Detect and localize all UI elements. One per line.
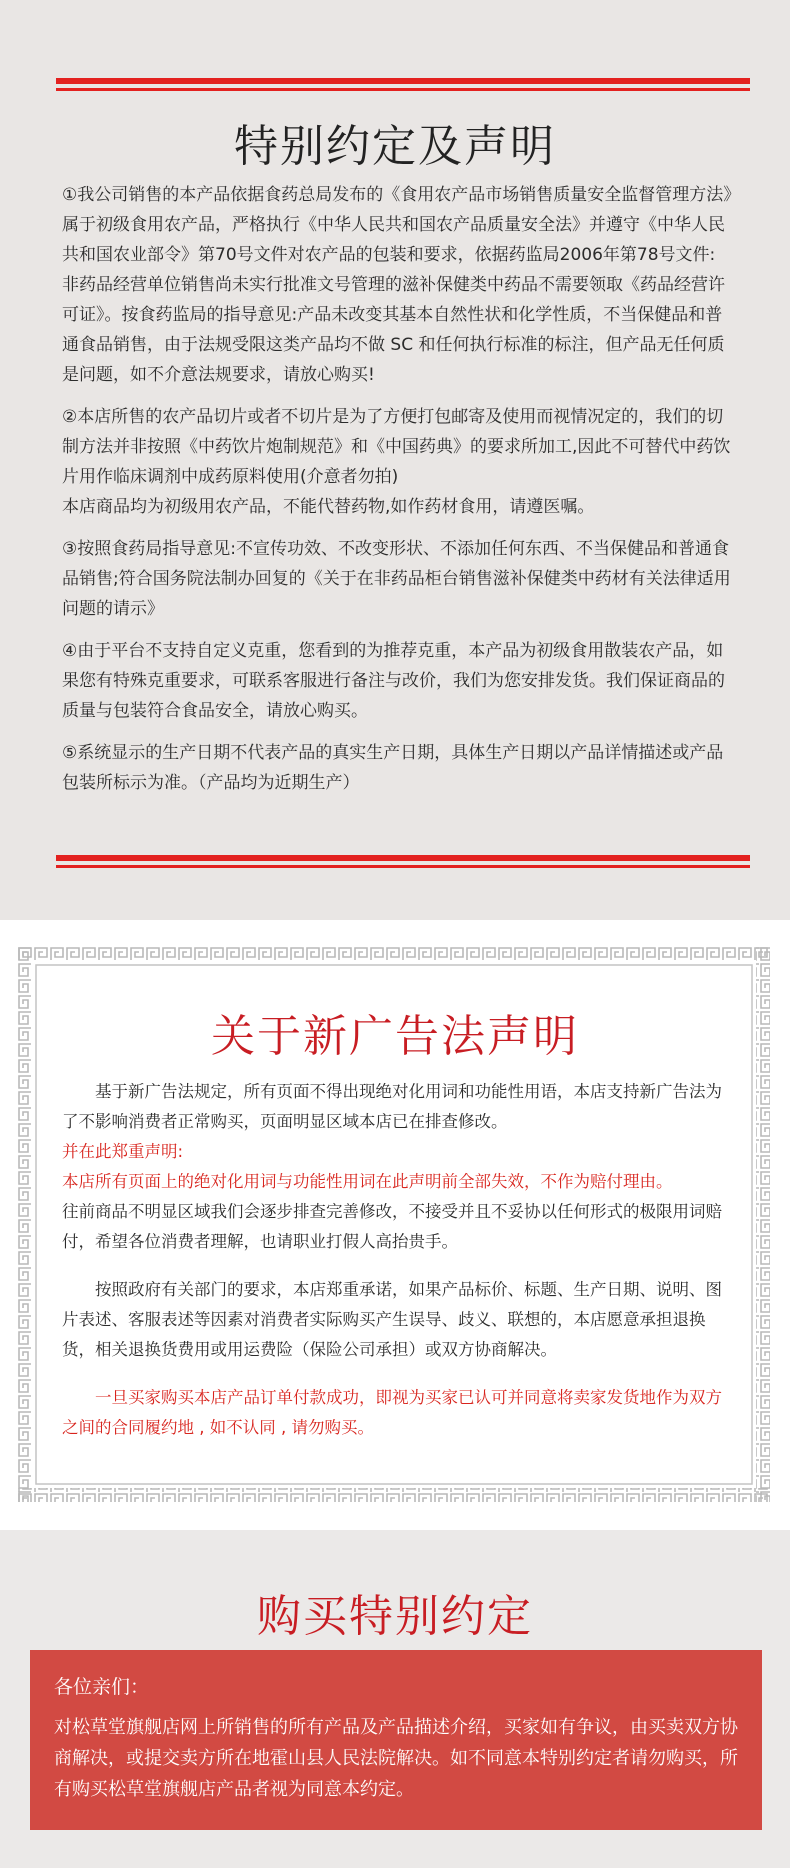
- ad-law-paragraph-1: 基于新广告法规定，所有页面不得出现绝对化用词和功能性用语，本店支持新广告法为了不影响消费者正常购买，页面明显区域本店已在排查修改。: [62, 1082, 722, 1131]
- ad-law-red-heading: 并在此郑重声明:: [62, 1142, 184, 1161]
- clause-3: ③按照食药局指导意见:不宣传功效、不改变形状、不添加任何东西、不当保健品和普通食品销售;符合国务院法制办回复的《关于在非药品柜台销售滋补保健类中药材有关法律适用问题的请示》: [62, 539, 731, 619]
- clause-5: ⑤系统显示的生产日期不代表产品的真实生产日期，具体生产日期以产品详情描述或产品包装所标示为准。（产品均为近期生产）: [62, 743, 724, 793]
- clause-2: ②本店所售的农产品切片或者不切片是为了方便打包邮寄及使用而视情况定的，我们的切制方法并非按照《中药饮片炮制规范》和《中国药典》的要求所加工,因此不可替代中药饮片用作临床调剂中成药原料使用(介意者勿拍): [62, 407, 731, 487]
- ad-law-red-statement: 本店所有页面上的绝对化用词与功能性用词在此声明前全部失效，不作为赔付理由。: [62, 1172, 673, 1191]
- ad-law-paragraph-4: 一旦买家购买本店产品订单付款成功，即视为买家已认可并同意将卖家发货地作为双方之间的合同履约地 , 如不认同 , 请勿购买。: [62, 1388, 722, 1437]
- special-agreement-section: [0, 0, 790, 920]
- ad-law-body: [62, 1077, 734, 1443]
- purchase-agreement-box: [30, 1650, 762, 1830]
- ad-law-title: 关于新广告法声明: [211, 1011, 579, 1062]
- clause-2-note: 本店商品均为初级用农产品，不能代替药物,如作药材食用，请遵医嘱。: [62, 497, 595, 517]
- special-agreement-body: [62, 180, 732, 810]
- purchase-agreement-text: 对松草堂旗舰店网上所销售的所有产品及产品描述介绍，买家如有争议，由买卖双方协商解决，或提交卖方所在地霍山县人民法院解决。如不同意本特别约定者请勿购买，所有购买松草堂旗舰店产品者视为同意本约定。: [54, 1717, 738, 1800]
- ad-law-paragraph-3: 按照政府有关部门的要求，本店郑重承诺，如果产品标价、标题、生产日期、说明、图片表述、客服表述等因素对消费者实际购买产生误导、歧义、联想的，本店愿意承担退换货，相关退换货费用或用运费险（保险公司承担）或双方协商解决。: [62, 1280, 722, 1359]
- purchase-agreement-greeting: 各位亲们：: [54, 1676, 150, 1698]
- bottom-red-divider: [56, 855, 750, 869]
- ad-law-section: [0, 920, 790, 1530]
- purchase-agreement-section: [0, 1530, 790, 1868]
- ad-law-paragraph-2: 往前商品不明显区域我们会逐步排查完善修改，不接受并且不妥协以任何形式的极限用词赔付，希望各位消费者理解，也请职业打假人高抬贵手。: [62, 1202, 722, 1251]
- top-red-divider: [56, 78, 750, 92]
- special-agreement-title: 特别约定及声明: [234, 121, 556, 172]
- clause-1: ①我公司销售的本产品依据食药总局发布的《食用农产品市场销售质量安全监督管理方法》属于初级食用农产品，严格执行《中华人民共和国农产品质量安全法》并遵守《中华人民共和国农业部令》第70号文件对农产品的包装和要求，依据药监局2006年第78号文件:非药品经营单位销售尚未实行批准文号管理的滋补保健类中药品不需要领取《药品经营许可证》。按食药监局的指导意见:产品未改变其基本自然性状和化学性质，不当保健品和普通食品销售，由于法规受限这类产品均不做 SC 和任何执行标准的标注，但产品无任何质是问题，如不介意法规要求，请放心购买!: [62, 185, 732, 385]
- clause-4: ④由于平台不支持自定义克重，您看到的为推荐克重，本产品为初级食用散装农产品，如果您有特殊克重要求，可联系客服进行备注与改价，我们为您安排发货。我们保证商品的质量与包装符合食品安全，请放心购买。: [62, 641, 725, 721]
- purchase-agreement-title: 购买特别约定: [257, 1591, 533, 1642]
